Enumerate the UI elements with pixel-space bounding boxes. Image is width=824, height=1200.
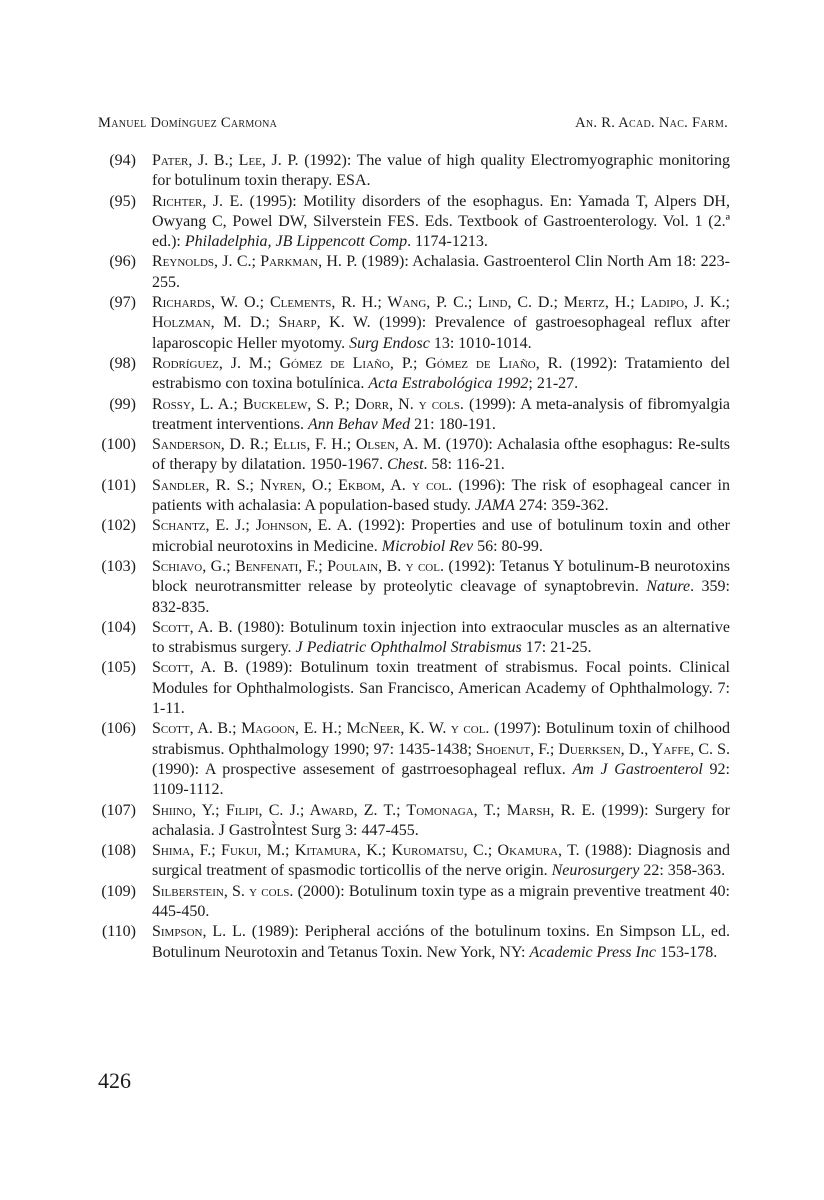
reference-text bbox=[152, 801, 730, 842]
reference-authors: Rodríguez, J. M.; Gómez de Liaño, P.; Gómez de Liaño, R. bbox=[152, 354, 563, 372]
reference-item bbox=[96, 476, 730, 517]
reference-segment: ; 21-27. bbox=[528, 375, 579, 393]
reference-segment: (1992): Tratamiento del estrabismo con toxina botulínica. bbox=[152, 354, 731, 393]
running-head bbox=[98, 115, 728, 132]
reference-number: (97) bbox=[109, 294, 136, 312]
reference-number: (100) bbox=[101, 436, 136, 454]
reference-number: (105) bbox=[101, 659, 136, 677]
reference-item bbox=[96, 922, 730, 963]
reference-authors: Scott, A. B.; Magoon, E. H.; McNeer, K. W. y col. bbox=[152, 720, 490, 738]
reference-source: JAMA bbox=[474, 497, 515, 515]
running-head-journal: An. R. Acad. Nac. Farm. bbox=[575, 115, 728, 131]
reference-text bbox=[152, 354, 730, 395]
reference-segment: 22: 358-363. bbox=[639, 862, 726, 880]
reference-segment: 56: 80-99. bbox=[473, 537, 543, 555]
reference-number: (109) bbox=[101, 882, 136, 900]
reference-segment: . 359: 832-835. bbox=[152, 578, 731, 616]
reference-segment: (2000): Botulinum toxin type as a migrain preventive treatment 40: 445-450. bbox=[152, 882, 730, 920]
reference-text bbox=[152, 192, 730, 253]
reference-segment: (1992): The value of high quality Electromyographic monitoring for botulinum toxin therapy. ESA. bbox=[152, 152, 730, 190]
reference-text bbox=[152, 882, 730, 923]
reference-segment: (1980): Botulinum toxin injection into extraocular muscles as an alternative to strabismus surgery. bbox=[152, 618, 731, 657]
reference-segment: 92: 1109-1112. bbox=[152, 760, 730, 799]
reference-segment: (1996): The risk of esophageal cancer in patients with achalasia: A population-based study. bbox=[152, 476, 730, 515]
reference-source: Microbiol Rev bbox=[381, 537, 474, 555]
reference-item bbox=[96, 841, 730, 882]
reference-authors: Scott, A. B. bbox=[152, 618, 233, 636]
reference-item bbox=[96, 435, 730, 476]
reference-source: Neurosurgery bbox=[551, 862, 640, 880]
page-number: 426 bbox=[98, 1068, 131, 1093]
reference-text bbox=[152, 922, 730, 963]
reference-segment: (1989): Peripheral accións of the botulinum toxins. En Simpson LL, ed. Botulinum Neurotoxin and Tetanus Toxin. New York, NY: bbox=[152, 923, 730, 961]
reference-authors: Pater, J. B.; Lee, J. P. bbox=[152, 152, 299, 169]
reference-text bbox=[152, 557, 730, 618]
reference-authors: Schantz, E. J.; Johnson, E. A. bbox=[152, 517, 353, 535]
reference-authors: Silberstein, S. y cols. bbox=[152, 882, 294, 900]
reference-number: (108) bbox=[101, 842, 136, 860]
reference-segment: 17: 21-25. bbox=[521, 639, 592, 657]
reference-item bbox=[96, 658, 730, 719]
reference-authors: Richards, W. O.; Clements, R. H.; Wang, P. C.; Lind, C. D.; Mertz, H.; Ladipo, J. K.; Holzman, M. D.; Sharp, K. W. bbox=[152, 294, 730, 332]
reference-text bbox=[152, 618, 730, 659]
reference-text bbox=[152, 252, 730, 293]
reference-number: (107) bbox=[101, 801, 136, 819]
reference-authors: Shiino, Y.; Filipi, C. J.; Award, Z. T.; Tomonaga, T.; Marsh, R. E. bbox=[152, 801, 596, 819]
reference-authors: Shoenut, F.; Duerksen, D., Yaffe, C. S. bbox=[476, 740, 730, 758]
reference-source: Surg Endosc bbox=[349, 334, 430, 352]
reference-list bbox=[96, 151, 730, 963]
reference-item bbox=[96, 192, 730, 253]
reference-segment: (1999): A meta-analysis of fibromyalgia treatment interventions. bbox=[152, 395, 730, 433]
reference-number: (94) bbox=[109, 152, 136, 169]
reference-segment: (1992): Properties and use of botulinum toxin and other microbial neurotoxins in Medicine. bbox=[152, 517, 730, 555]
reference-item bbox=[96, 395, 730, 436]
reference-text bbox=[152, 658, 730, 719]
reference-source: Acta Estrabológica 1992 bbox=[368, 375, 529, 393]
reference-text bbox=[152, 476, 730, 517]
reference-source: J Pediatric Ophthalmol Strabismus bbox=[295, 639, 522, 657]
reference-segment: (1997): Botulinum toxin of chilhood strabismus. Ophthalmology 1990; 97: 1435-1438; bbox=[152, 720, 730, 758]
reference-text bbox=[152, 719, 730, 800]
reference-number: (102) bbox=[101, 517, 136, 535]
reference-segment: . 1174-1213. bbox=[407, 233, 488, 251]
reference-text bbox=[152, 151, 730, 192]
reference-segment: (1999): Surgery for achalasia. J GastroÌntest Surg 3: 447-455. bbox=[152, 801, 731, 839]
reference-item bbox=[96, 293, 730, 354]
reference-segment: 13: 1010-1014. bbox=[429, 334, 532, 352]
reference-number: (106) bbox=[101, 720, 136, 738]
reference-number: (98) bbox=[109, 354, 136, 372]
reference-segment: 274: 359-362. bbox=[514, 497, 609, 515]
reference-source: Ann Behav Med bbox=[307, 415, 411, 433]
reference-segment: (1990): A prospective assesement of gastrroesophageal reflux. bbox=[152, 760, 573, 778]
reference-segment: (1992): Tetanus Y botulinum-B neurotoxins block neurotransmitter release by proteolytic cleavage of synaptobrevin. bbox=[152, 557, 730, 596]
reference-item bbox=[96, 801, 730, 842]
reference-number: (103) bbox=[101, 557, 136, 575]
reference-item bbox=[96, 252, 730, 293]
reference-authors: Richter, J. E. bbox=[152, 192, 244, 210]
reference-number: (99) bbox=[109, 395, 136, 413]
reference-segment: 153-178. bbox=[655, 943, 718, 961]
reference-authors: Reynolds, J. C.; Parkman, H. P. bbox=[152, 253, 358, 271]
reference-segment: (1989): Botulinum toxin treatment of strabismus. Focal points. Clinical Modules for Ophthalmologists. San Francisco, American Academy of Ophthalmology. 7: 1-11. bbox=[152, 659, 731, 718]
reference-item bbox=[96, 151, 730, 192]
reference-source: Chest bbox=[387, 456, 424, 474]
reference-number: (104) bbox=[101, 618, 136, 636]
reference-source: Nature bbox=[646, 578, 691, 596]
reference-text bbox=[152, 516, 730, 557]
reference-authors: Sanderson, D. R.; Ellis, F. H.; Olsen, A. M. bbox=[152, 436, 442, 454]
reference-segment: (1970): Achalasia ofthe esophagus: Re-sults of therapy by dilatation. 1950-1967. bbox=[152, 436, 731, 474]
reference-text bbox=[152, 841, 730, 882]
reference-authors: Simpson, L. L. bbox=[152, 923, 246, 941]
reference-item bbox=[96, 557, 730, 618]
reference-number: (110) bbox=[101, 923, 136, 941]
reference-item bbox=[96, 719, 730, 800]
reference-segment: (1995): Motility disorders of the esophagus. En: Yamada T, Alpers DH, Owyang C, Powel DW, Silverstein FES. Eds. Textbook of Gastroenterology. Vol. 1 (2.ª ed.): bbox=[152, 192, 730, 251]
reference-source: Philadelphia, JB Lippencott Comp bbox=[184, 233, 408, 251]
reference-number: (95) bbox=[109, 192, 136, 210]
reference-text bbox=[152, 435, 730, 476]
reference-item bbox=[96, 882, 730, 923]
reference-item bbox=[96, 516, 730, 557]
reference-text bbox=[152, 395, 730, 436]
reference-authors: Scott, A. B. bbox=[152, 659, 239, 677]
reference-segment: (1989): Achalasia. Gastroenterol Clin North Am 18: 223-255. bbox=[152, 253, 731, 291]
reference-segment: (1999): Prevalence of gastroesophageal reflux after laparoscopic Heller myotomy. bbox=[152, 314, 730, 352]
reference-authors: Schiavo, G.; Benfenati, F.; Poulain, B. y col. bbox=[152, 557, 444, 575]
reference-source: Academic Press Inc bbox=[529, 943, 656, 961]
reference-number: (101) bbox=[101, 476, 136, 494]
reference-source: Am J Gastroenterol bbox=[572, 760, 703, 778]
reference-authors: Sandler, R. S.; Nyren, O.; Ekbom, A. y col. bbox=[152, 476, 453, 494]
reference-authors: Shima, F.; Fukui, M.; Kitamura, K.; Kuromatsu, C.; Okamura, T. bbox=[152, 842, 580, 860]
reference-number: (96) bbox=[109, 253, 136, 271]
reference-text bbox=[152, 293, 730, 354]
running-head-author: Manuel Domínguez Carmona bbox=[98, 115, 278, 131]
reference-authors: Rossy, L. A.; Buckelew, S. P.; Dorr, N. y cols. bbox=[152, 395, 464, 413]
reference-segment: (1988): Diagnosis and surgical treatment of spasmodic torticollis of the nerve origin. bbox=[152, 842, 730, 880]
reference-segment: 21: 180-191. bbox=[410, 415, 496, 433]
reference-item bbox=[96, 354, 730, 395]
reference-segment: . 58: 116-21. bbox=[423, 456, 505, 474]
reference-item bbox=[96, 618, 730, 659]
